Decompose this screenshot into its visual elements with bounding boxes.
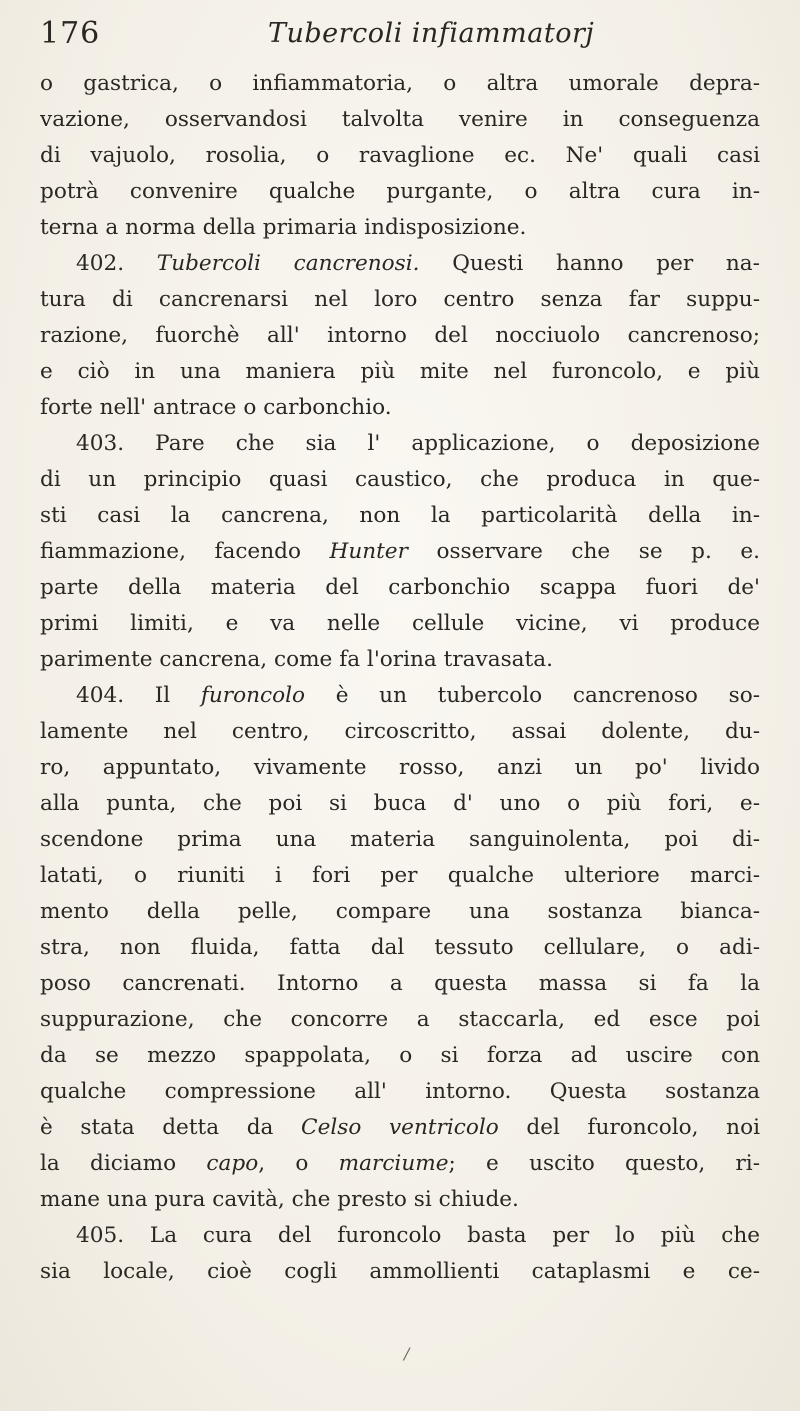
text-line xyxy=(40,282,760,318)
text-line xyxy=(40,822,760,858)
italic-text-segment: capo xyxy=(206,1151,259,1176)
text-segment: ; e uscito questo, ri- xyxy=(448,1151,760,1176)
text-segment: sti casi la cancrena, non la particolarità della in- xyxy=(40,503,760,528)
text-line xyxy=(40,210,760,246)
text-line xyxy=(40,714,760,750)
text-segment: suppurazione, che concorre a staccarla, ed esce poi xyxy=(40,1007,760,1032)
text-segment: 405. La cura del furoncolo basta per lo più che xyxy=(76,1223,760,1248)
text-segment: da se mezzo spappolata, o si forza ad uscire con xyxy=(40,1043,760,1068)
text-segment: stra, non fluida, fatta dal tessuto cellulare, o adi- xyxy=(40,935,760,960)
page-header xyxy=(40,16,760,60)
text-segment: è stata detta da xyxy=(40,1115,302,1140)
italic-text-segment: Hunter xyxy=(329,539,408,564)
text-line xyxy=(40,354,760,390)
text-line xyxy=(40,1110,760,1146)
text-line xyxy=(40,498,760,534)
text-segment: alla punta, che poi si buca d' uno o più fori, e- xyxy=(40,791,760,816)
text-segment: di vajuolo, rosolia, o ravaglione ec. Ne' quali casi xyxy=(40,143,760,168)
italic-text-segment: Tubercoli cancrenosi. xyxy=(156,251,420,276)
text-segment: o gastrica, o infiammatoria, o altra umorale depra- xyxy=(40,71,760,96)
text-segment: poso cancrenati. Intorno a questa massa si fa la xyxy=(40,971,760,996)
text-line xyxy=(40,966,760,1002)
text-segment: fiammazione, facendo xyxy=(40,539,330,564)
text-segment: ro, appuntato, vivamente rosso, anzi un po' livido xyxy=(40,755,760,780)
text-segment: e ciò in una maniera più mite nel furoncolo, e più xyxy=(40,359,760,384)
text-segment: qualche compressione all' intorno. Questa sostanza xyxy=(40,1079,760,1104)
text-segment: parimente cancrena, come fa l'orina travasata. xyxy=(40,647,553,672)
text-line xyxy=(40,102,760,138)
text-segment: primi limiti, e va nelle cellule vicine, vi produce xyxy=(40,611,760,636)
text-segment: mento della pelle, compare una sostanza bianca- xyxy=(40,899,760,924)
text-line xyxy=(40,174,760,210)
text-segment: Questi hanno per na- xyxy=(419,251,760,276)
text-line xyxy=(40,1218,760,1254)
text-line xyxy=(40,138,760,174)
italic-text-segment: marciume xyxy=(338,1151,449,1176)
text-segment: , o xyxy=(258,1151,339,1176)
body-text xyxy=(40,66,760,1290)
running-title: Tubercoli infiammatorj xyxy=(268,18,595,49)
text-line xyxy=(40,66,760,102)
text-segment: terna a norma della primaria indisposizione. xyxy=(40,215,527,240)
text-line xyxy=(40,390,760,426)
text-segment: 404. Il xyxy=(76,683,201,708)
italic-text-segment: furoncolo xyxy=(200,683,306,708)
text-line xyxy=(40,1146,760,1182)
text-segment: è un tubercolo cancrenoso so- xyxy=(305,683,760,708)
text-line xyxy=(40,570,760,606)
text-segment: scendone prima una materia sanguinolenta, poi di- xyxy=(40,827,760,852)
text-line xyxy=(40,930,760,966)
text-line xyxy=(40,606,760,642)
page-number: 176 xyxy=(40,16,101,51)
text-line xyxy=(40,786,760,822)
text-segment: vazione, osservandosi talvolta venire in conseguenza xyxy=(40,107,760,132)
text-segment: parte della materia del carbonchio scappa fuori de' xyxy=(40,575,760,600)
text-line xyxy=(40,462,760,498)
text-segment: latati, o riuniti i fori per qualche ulteriore marci- xyxy=(40,863,760,888)
text-line xyxy=(40,1182,760,1218)
text-line xyxy=(40,642,760,678)
text-segment: lamente nel centro, circoscritto, assai dolente, du- xyxy=(40,719,760,744)
text-segment: di un principio quasi caustico, che produca in que- xyxy=(40,467,760,492)
text-line xyxy=(40,1074,760,1110)
text-line xyxy=(40,750,760,786)
italic-text-segment: Celso ventricolo xyxy=(301,1115,499,1140)
text-segment: 402. xyxy=(76,251,157,276)
text-segment: mane una pura cavità, che presto si chiude. xyxy=(40,1187,519,1212)
text-segment: potrà convenire qualche purgante, o altra cura in- xyxy=(40,179,760,204)
stray-mark: / xyxy=(404,1344,410,1363)
text-segment: osservare che se p. e. xyxy=(407,539,761,564)
text-segment: razione, fuorchè all' intorno del nocciuolo cancrenoso; xyxy=(40,323,760,348)
text-segment: 403. Pare che sia l' applicazione, o deposizione xyxy=(76,431,760,456)
text-line xyxy=(40,1002,760,1038)
text-line xyxy=(40,858,760,894)
text-line xyxy=(40,1254,760,1290)
text-line xyxy=(40,426,760,462)
text-segment: sia locale, cioè cogli ammollienti cataplasmi e ce- xyxy=(40,1259,760,1284)
text-segment: del furoncolo, noi xyxy=(498,1115,760,1140)
text-line xyxy=(40,318,760,354)
text-line xyxy=(40,534,760,570)
text-line xyxy=(40,894,760,930)
text-segment: forte nell' antrace o carbonchio. xyxy=(40,395,392,420)
text-segment: tura di cancrenarsi nel loro centro senza far suppu- xyxy=(40,287,760,312)
text-line xyxy=(40,246,760,282)
text-line xyxy=(40,1038,760,1074)
text-segment: la diciamo xyxy=(40,1151,207,1176)
text-line xyxy=(40,678,760,714)
